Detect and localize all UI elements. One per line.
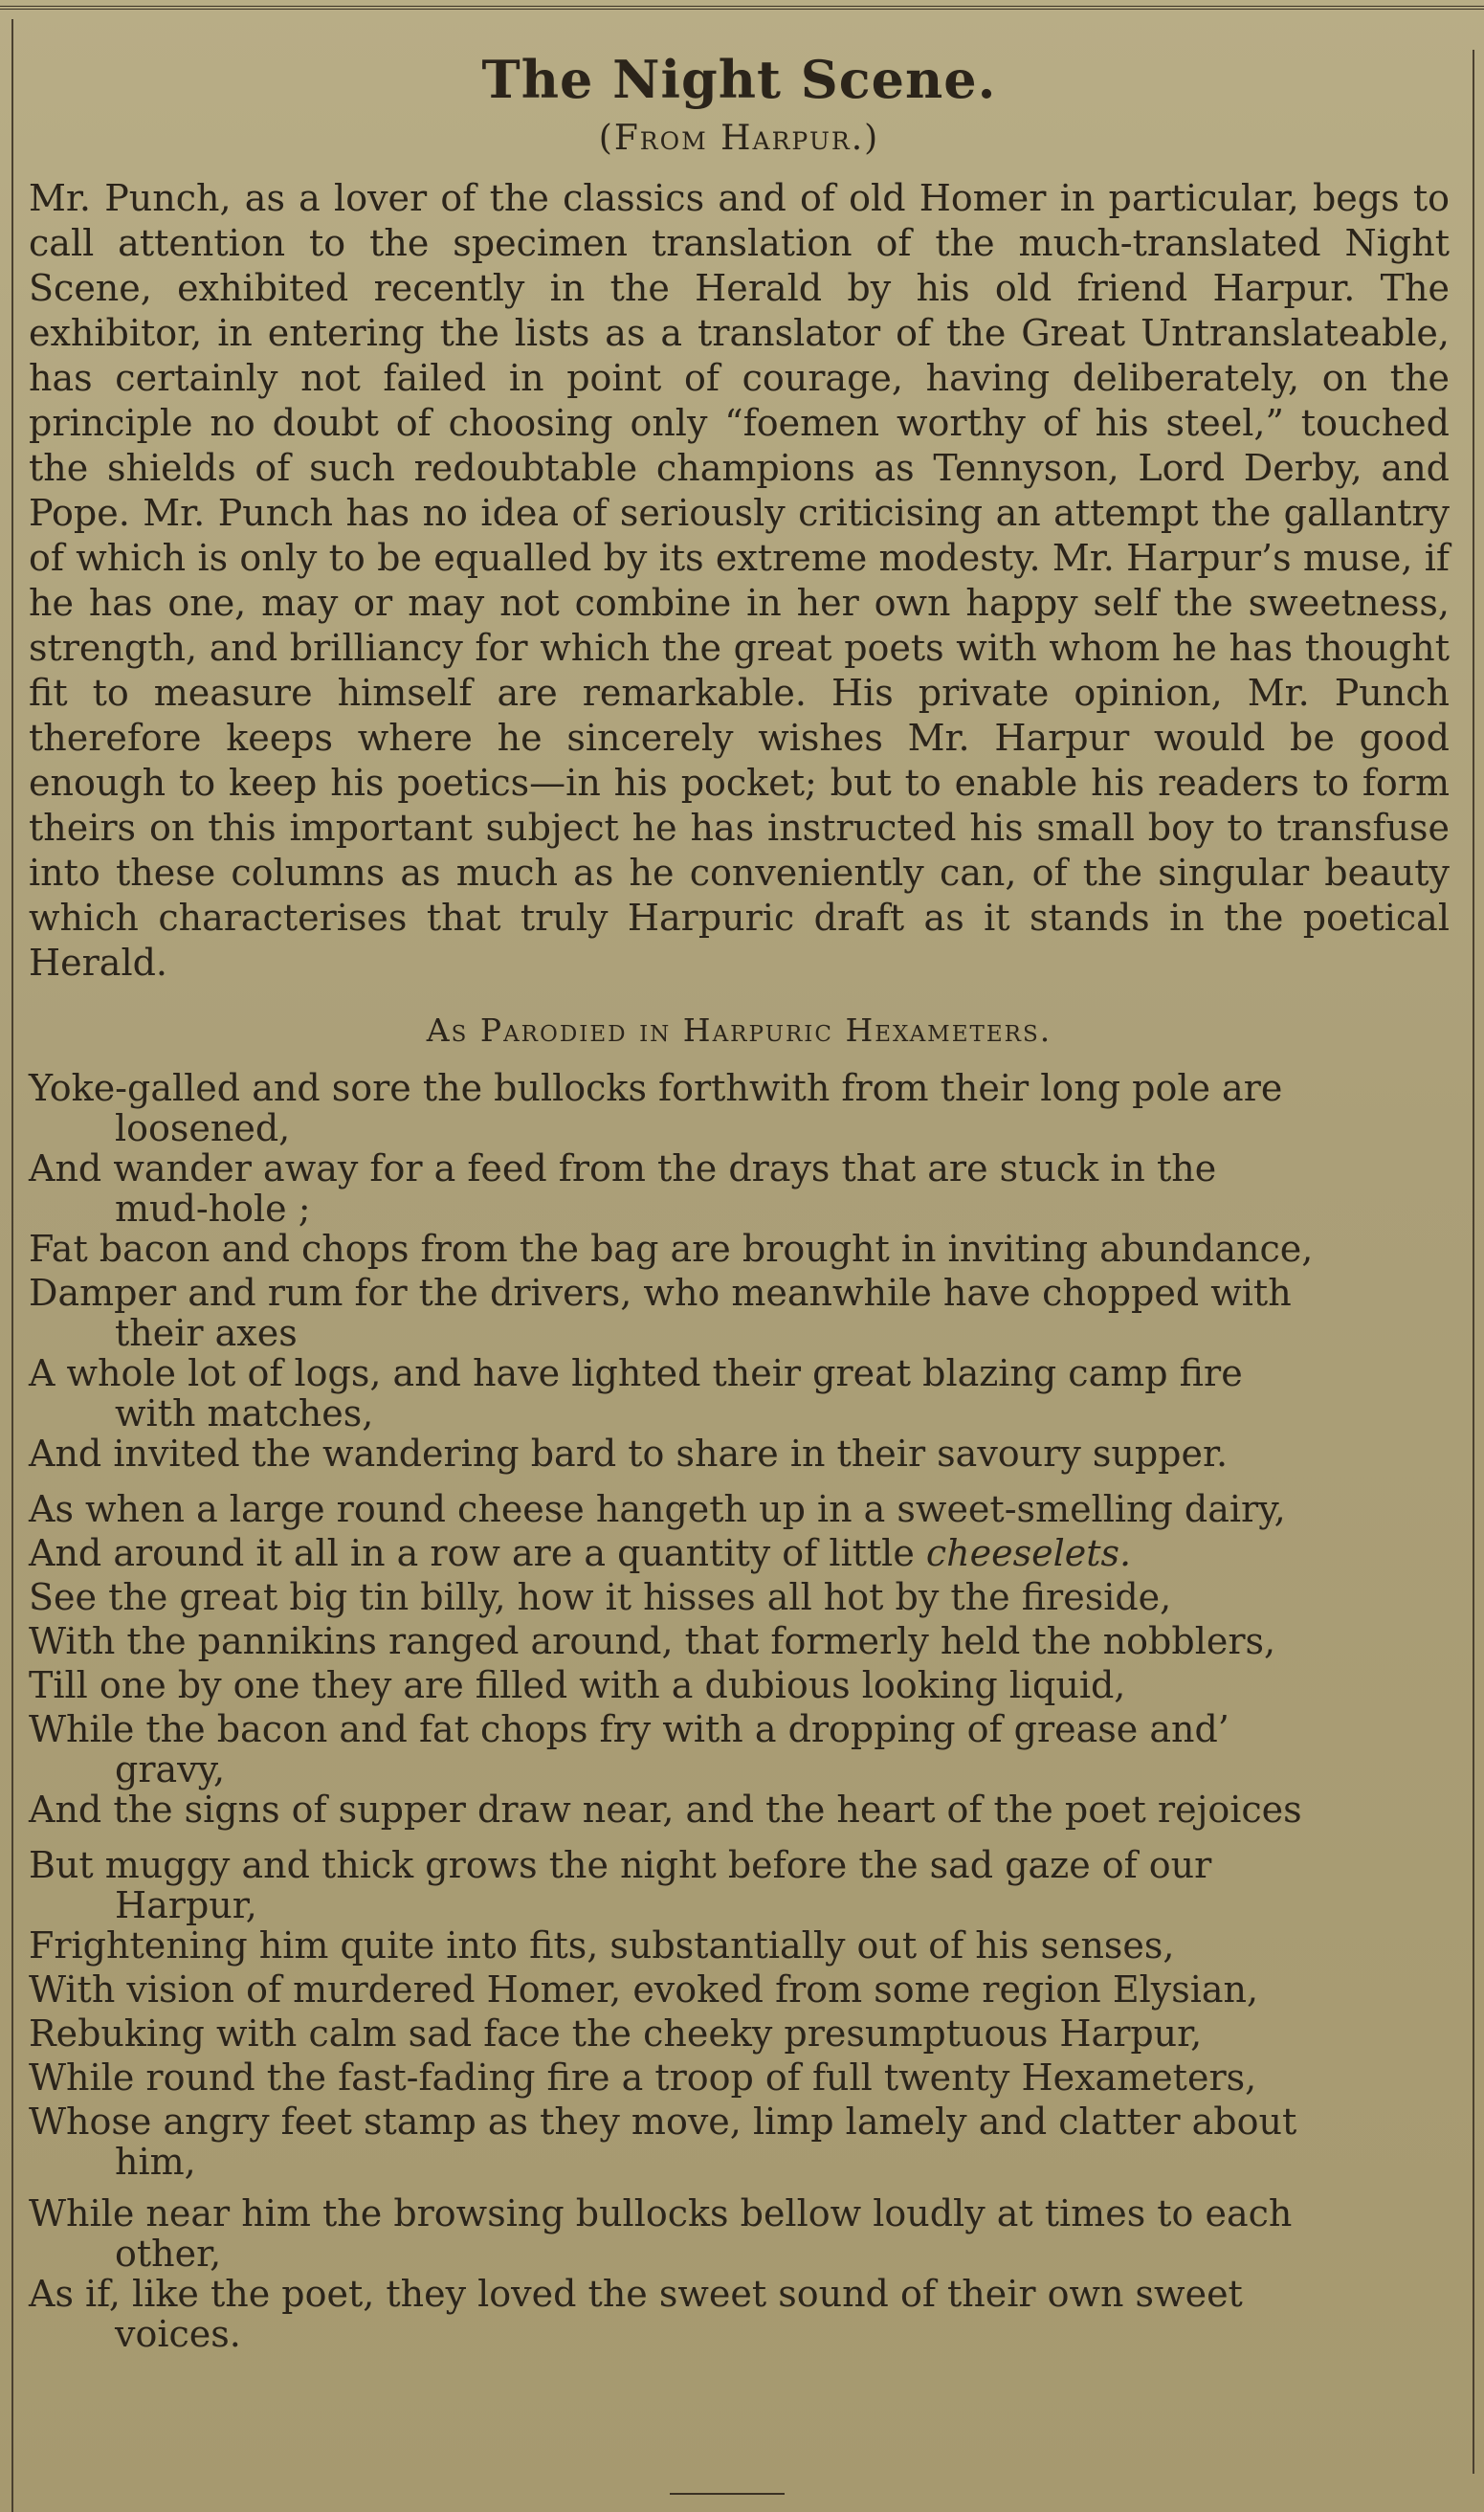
verse-line: [29, 1619, 1450, 1663]
verse-line-text: And wander away for a feed from the drays that are stuck in the: [29, 1147, 1217, 1189]
verse-line-continuation: Harpur,: [115, 1884, 257, 1926]
verse-line: [29, 1351, 1450, 1432]
stanza-break: [29, 1832, 1450, 1843]
verse-line-text: See the great big tin billy, how it hisses all hot by the fireside,: [29, 1576, 1172, 1618]
verse-line-text: Damper and rum for the drivers, who meanwhile have chopped with: [29, 1272, 1292, 1314]
verse-line-text: And invited the wandering bard to share in their savoury supper.: [29, 1433, 1229, 1475]
verse-line-text: Fat bacon and chops from the bag are brought in inviting abundance,: [29, 1228, 1314, 1270]
verse-line: [29, 1066, 1450, 1149]
verse-line-continuation: mud-hole ;: [115, 1188, 311, 1230]
verse-line: [29, 2100, 1450, 2183]
verse-line-text: Rebuking with calm sad face the cheeky presumptuous Harpur,: [29, 2012, 1203, 2055]
verse-line-text: But muggy and thick grows the night before the sad gaze of our: [29, 1844, 1212, 1886]
article-column: [29, 38, 1450, 2355]
stanza-break: [29, 2180, 1450, 2191]
top-rule: [0, 6, 1484, 10]
verse-line: [29, 1432, 1450, 1476]
article-title: The Night Scene.: [481, 49, 997, 110]
verse-line-text: Till one by one they are filled with a dubious looking liquid,: [29, 1664, 1126, 1706]
verse-line: [29, 1663, 1450, 1707]
article-prose: Mr. Punch, as a lover of the classics and of old Homer in particular, begs to call attention to the specimen translation of the much-translated Night Scene, exhibited recently in the Herald by his old friend Harpur. The exhibitor, in entering the lists as a translator of the Great Untranslateable, has certainly not failed in point of courage, having deliberately, on the principle no doubt of choosing only “foemen worthy of his steel,” touched the shields of such redoubtable champions as Tennyson, Lord Derby, and Pope. Mr. Punch has no idea of seriously criticising an attempt the gallantry of which is only to be equalled by its extreme modesty. Mr. Harpur’s muse, if he has one, may or may not combine in her own happy self the sweetness, strength, and brilliancy for which the great poets with whom he has thought fit to measure himself are remarkable. His private opinion, Mr. Punch therefore keeps where he sincerely wishes Mr. Harpur would be good enough to keep his poetics—in his pocket; but to enable his readers to form theirs on this important subject he has instructed his small boy to transfuse into these columns as much as he conveniently can, of the singular beauty which characterises that truly Harpuric draft as it stands in the poetical Herald.: [29, 177, 1450, 984]
verse-line-continuation: him,: [115, 2141, 196, 2183]
verse-italic-word: cheeselets.: [925, 1532, 1132, 1574]
verse-line: [29, 2191, 1450, 2275]
verse-line: [29, 1531, 1450, 1575]
bottom-rule: [670, 2493, 785, 2495]
verse-line-continuation: their axes: [115, 1312, 298, 1354]
verse-line-text: While the bacon and fat chops fry with a dropping of grease and’: [29, 1708, 1229, 1750]
verse-block: [29, 1066, 1450, 2355]
verse-line-text: Yoke-galled and sore the bullocks forthwith from their long pole are: [29, 1067, 1283, 1109]
verse-line: [29, 2056, 1450, 2100]
verse-line-text: Frightening him quite into fits, substantially out of his senses,: [29, 1924, 1175, 1967]
verse-line-continuation: gravy,: [115, 1748, 226, 1790]
verse-line-continuation: voices.: [115, 2313, 241, 2355]
verse-line: [29, 1146, 1450, 1230]
verse-line-text: With vision of murdered Homer, evoked from some region Elysian,: [29, 1968, 1259, 2011]
verse-line-text: While round the fast-fading fire a troop of full twenty Hexameters,: [29, 2056, 1257, 2099]
verse-line: [29, 1923, 1450, 1967]
verse-line-continuation: other,: [115, 2233, 222, 2275]
section-heading: As Parodied in Harpuric Hexameters.: [426, 1011, 1052, 1049]
article-subtitle: (From Harpur.): [598, 119, 880, 158]
column-rule-left: [11, 19, 13, 2512]
verse-line-text: And around it all in a row are a quantity of little: [29, 1532, 926, 1574]
verse-line: [29, 1575, 1450, 1619]
verse-line-text: As if, like the poet, they loved the sweet sound of their own sweet: [29, 2273, 1243, 2315]
verse-line: [29, 1487, 1450, 1531]
verse-line: [29, 1707, 1450, 1788]
verse-line: [29, 1967, 1450, 2012]
verse-line: [29, 2012, 1450, 2056]
verse-line-continuation: loosened,: [115, 1107, 291, 1149]
verse-line: [29, 1271, 1450, 1354]
verse-line-text: As when a large round cheese hangeth up in a sweet-smelling dairy,: [29, 1488, 1286, 1530]
verse-line: [29, 1843, 1450, 1926]
verse-line-text: Whose angry feet stamp as they move, limp lamely and clatter about: [29, 2101, 1297, 2143]
verse-line-continuation: with matches,: [115, 1392, 374, 1434]
verse-line-text: And the signs of supper draw near, and the heart of the poet rejoices: [29, 1789, 1302, 1831]
verse-line: [29, 1227, 1450, 1271]
verse-line-text: A whole lot of logs, and have lighted their great blazing camp fire: [29, 1352, 1243, 1394]
verse-line-text: With the pannikins ranged around, that formerly held the nobblers,: [29, 1620, 1276, 1662]
verse-line: [29, 1788, 1450, 1832]
verse-line-text: While near him the browsing bullocks bellow loudly at times to each: [29, 2192, 1293, 2234]
stanza-break: [29, 1476, 1450, 1487]
verse-line: [29, 2272, 1450, 2355]
column-rule-right: [1473, 50, 1474, 2474]
